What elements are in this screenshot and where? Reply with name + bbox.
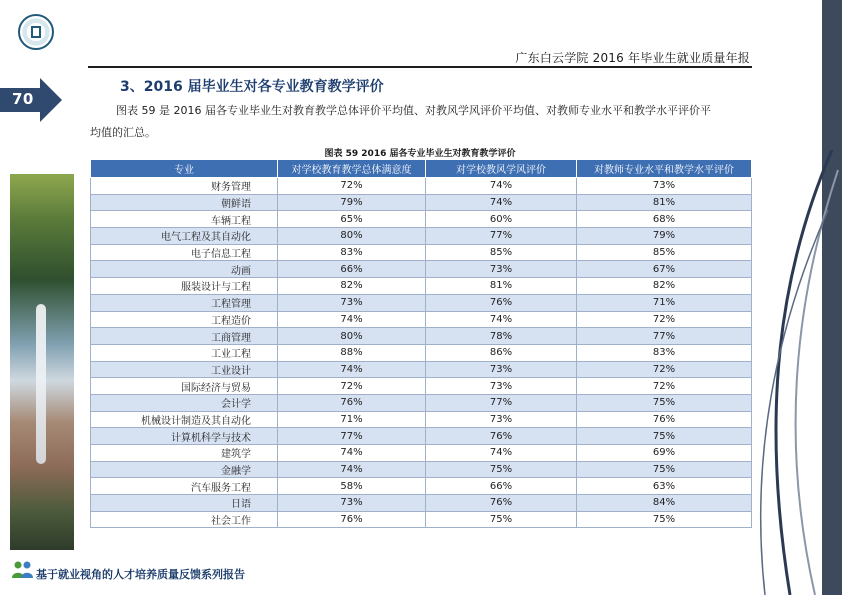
cell-major: 车辆工程 bbox=[91, 211, 278, 228]
column-header-style: 对学校教风学风评价 bbox=[426, 160, 577, 178]
table-row bbox=[91, 495, 752, 512]
cell-teacher: 79% bbox=[577, 228, 752, 245]
cell-teacher: 85% bbox=[577, 244, 752, 261]
cell-overall: 82% bbox=[278, 278, 426, 295]
cell-major: 服装设计与工程 bbox=[91, 278, 278, 295]
cell-teacher: 73% bbox=[577, 178, 752, 195]
cell-style: 74% bbox=[426, 194, 577, 211]
cell-overall: 77% bbox=[278, 428, 426, 445]
cell-overall: 73% bbox=[278, 495, 426, 512]
cell-major: 会计学 bbox=[91, 394, 278, 411]
cell-teacher: 75% bbox=[577, 428, 752, 445]
table-row bbox=[91, 445, 752, 462]
footer-series-title: 基于就业视角的人才培养质量反馈系列报告 bbox=[36, 568, 245, 581]
table-row bbox=[91, 428, 752, 445]
cell-overall: 66% bbox=[278, 261, 426, 278]
table-row bbox=[91, 394, 752, 411]
cell-style: 74% bbox=[426, 445, 577, 462]
cell-overall: 58% bbox=[278, 478, 426, 495]
cell-major: 国际经济与贸易 bbox=[91, 378, 278, 395]
cell-overall: 65% bbox=[278, 211, 426, 228]
university-seal-icon bbox=[18, 14, 54, 50]
cell-style: 76% bbox=[426, 495, 577, 512]
table-row bbox=[91, 278, 752, 295]
intro-line-2: 均值的汇总。 bbox=[90, 126, 156, 139]
table-row bbox=[91, 378, 752, 395]
table-row bbox=[91, 361, 752, 378]
cell-major: 电气工程及其自动化 bbox=[91, 228, 278, 245]
column-header-overall: 对学校教育教学总体满意度 bbox=[278, 160, 426, 178]
cell-teacher: 75% bbox=[577, 461, 752, 478]
cell-major: 工业设计 bbox=[91, 361, 278, 378]
cell-major: 计算机科学与技术 bbox=[91, 428, 278, 445]
cell-teacher: 68% bbox=[577, 211, 752, 228]
cell-overall: 76% bbox=[278, 511, 426, 528]
cell-major: 动画 bbox=[91, 261, 278, 278]
cell-overall: 74% bbox=[278, 461, 426, 478]
cell-style: 60% bbox=[426, 211, 577, 228]
table-row bbox=[91, 211, 752, 228]
cell-overall: 80% bbox=[278, 228, 426, 245]
cell-teacher: 67% bbox=[577, 261, 752, 278]
cell-style: 78% bbox=[426, 328, 577, 345]
cell-major: 工程造价 bbox=[91, 311, 278, 328]
people-icon bbox=[12, 560, 34, 580]
cell-overall: 74% bbox=[278, 311, 426, 328]
cell-overall: 74% bbox=[278, 361, 426, 378]
cell-major: 机械设计制造及其自动化 bbox=[91, 411, 278, 428]
cell-teacher: 81% bbox=[577, 194, 752, 211]
cell-teacher: 76% bbox=[577, 411, 752, 428]
cell-teacher: 72% bbox=[577, 378, 752, 395]
cell-teacher: 82% bbox=[577, 278, 752, 295]
cell-overall: 72% bbox=[278, 178, 426, 195]
table-row bbox=[91, 261, 752, 278]
table-row bbox=[91, 228, 752, 245]
cell-style: 77% bbox=[426, 394, 577, 411]
table-row bbox=[91, 478, 752, 495]
cell-style: 74% bbox=[426, 178, 577, 195]
cell-style: 81% bbox=[426, 278, 577, 295]
cell-style: 74% bbox=[426, 311, 577, 328]
cell-major: 工业工程 bbox=[91, 344, 278, 361]
cell-style: 73% bbox=[426, 411, 577, 428]
cell-overall: 83% bbox=[278, 244, 426, 261]
column-header-teacher: 对教师专业水平和教学水平评价 bbox=[577, 160, 752, 178]
intro-line-1: 图表 59 是 2016 届各专业毕业生对教育教学总体评价平均值、对教风学风评价平均值、对教师专业水平和教学水平评价平 bbox=[116, 104, 711, 117]
cell-style: 73% bbox=[426, 378, 577, 395]
intro-paragraph bbox=[90, 100, 756, 144]
table-row bbox=[91, 411, 752, 428]
table-row bbox=[91, 328, 752, 345]
cell-major: 社会工作 bbox=[91, 511, 278, 528]
table-row bbox=[91, 244, 752, 261]
cell-major: 朝鲜语 bbox=[91, 194, 278, 211]
cell-teacher: 77% bbox=[577, 328, 752, 345]
cell-overall: 80% bbox=[278, 328, 426, 345]
cell-overall: 73% bbox=[278, 294, 426, 311]
cell-major: 建筑学 bbox=[91, 445, 278, 462]
header-divider bbox=[88, 66, 752, 68]
table-row bbox=[91, 344, 752, 361]
cell-teacher: 75% bbox=[577, 394, 752, 411]
cell-major: 财务管理 bbox=[91, 178, 278, 195]
table-caption: 图表 59 2016 届各专业毕业生对教育教学评价 bbox=[324, 149, 516, 159]
cell-teacher: 83% bbox=[577, 344, 752, 361]
evaluation-table bbox=[90, 159, 752, 528]
cell-major: 汽车服务工程 bbox=[91, 478, 278, 495]
cell-style: 77% bbox=[426, 228, 577, 245]
cell-overall: 88% bbox=[278, 344, 426, 361]
cell-style: 76% bbox=[426, 428, 577, 445]
cell-major: 金融学 bbox=[91, 461, 278, 478]
cell-teacher: 69% bbox=[577, 445, 752, 462]
cell-teacher: 71% bbox=[577, 294, 752, 311]
cell-style: 73% bbox=[426, 261, 577, 278]
table-row bbox=[91, 294, 752, 311]
cell-teacher: 63% bbox=[577, 478, 752, 495]
table-row bbox=[91, 194, 752, 211]
cell-style: 75% bbox=[426, 511, 577, 528]
cell-overall: 76% bbox=[278, 394, 426, 411]
table-row bbox=[91, 461, 752, 478]
cell-major: 工商管理 bbox=[91, 328, 278, 345]
cell-style: 76% bbox=[426, 294, 577, 311]
cell-style: 66% bbox=[426, 478, 577, 495]
table-header-row bbox=[91, 160, 752, 178]
cell-style: 85% bbox=[426, 244, 577, 261]
cell-overall: 71% bbox=[278, 411, 426, 428]
cell-teacher: 72% bbox=[577, 361, 752, 378]
cell-major: 工程管理 bbox=[91, 294, 278, 311]
campus-fountain-photo bbox=[10, 174, 74, 550]
table-row bbox=[91, 511, 752, 528]
table-row bbox=[91, 178, 752, 195]
table-row bbox=[91, 311, 752, 328]
column-header-major: 专业 bbox=[91, 160, 278, 178]
cell-teacher: 84% bbox=[577, 495, 752, 512]
page-number: 70 bbox=[12, 90, 34, 108]
cell-style: 86% bbox=[426, 344, 577, 361]
cell-overall: 79% bbox=[278, 194, 426, 211]
section-heading: 3、2016 届毕业生对各专业教育教学评价 bbox=[120, 79, 384, 95]
cell-teacher: 75% bbox=[577, 511, 752, 528]
cell-teacher: 72% bbox=[577, 311, 752, 328]
cell-style: 75% bbox=[426, 461, 577, 478]
cell-overall: 72% bbox=[278, 378, 426, 395]
cell-style: 73% bbox=[426, 361, 577, 378]
cell-major: 电子信息工程 bbox=[91, 244, 278, 261]
cell-overall: 74% bbox=[278, 445, 426, 462]
report-header-title: 广东白云学院 2016 年毕业生就业质量年报 bbox=[515, 51, 750, 65]
cell-major: 日语 bbox=[91, 495, 278, 512]
